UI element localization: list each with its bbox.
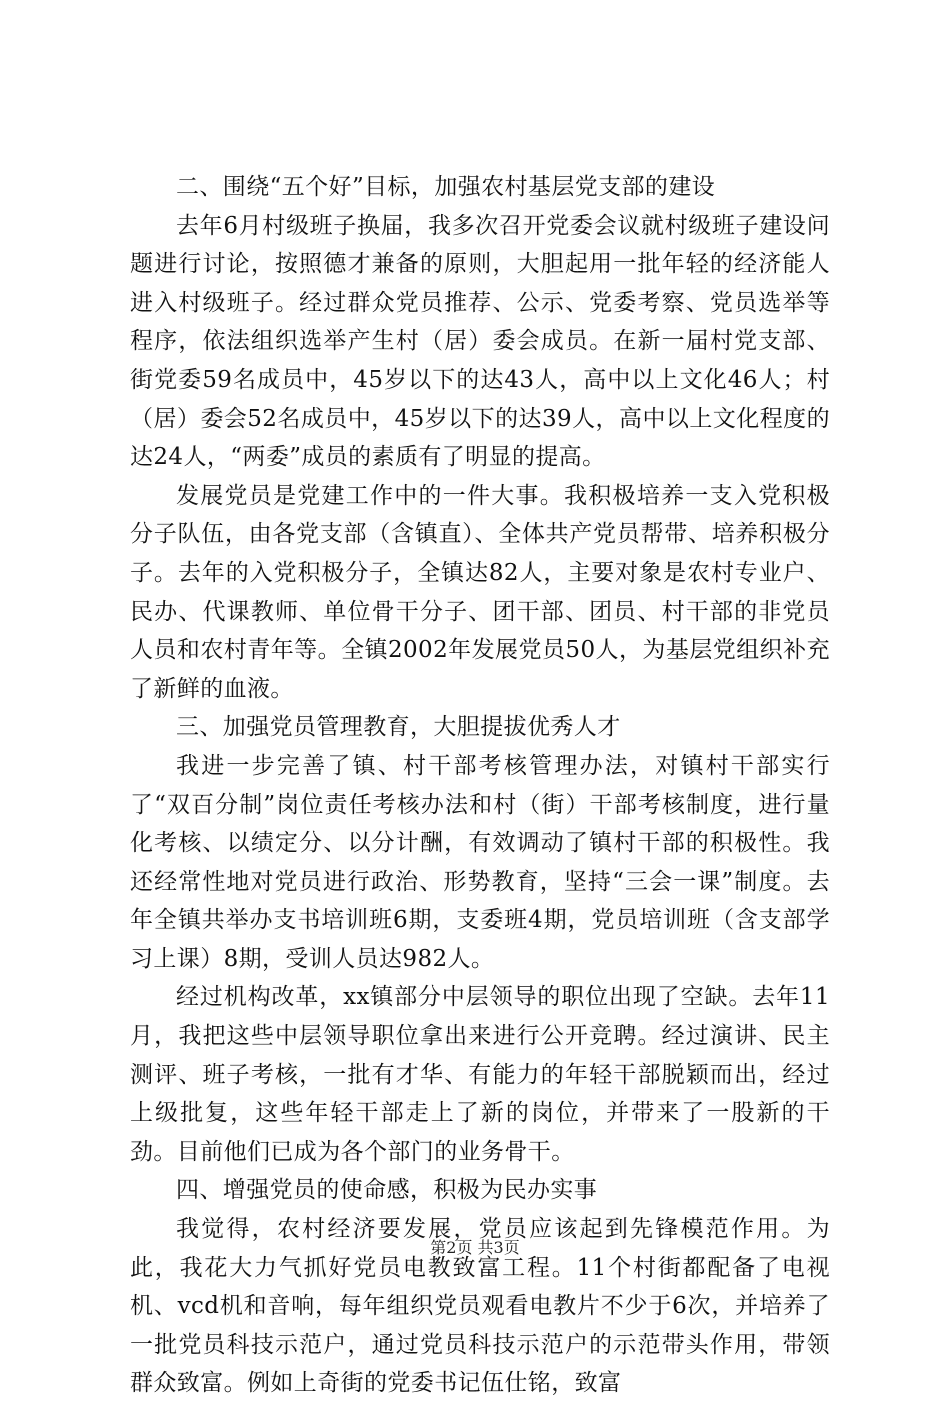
paragraph-party-member-development: 发展党员是党建工作中的一件大事。我积极培养一支入党积极分子队伍，由各党支部（含镇直）、全体共产党员帮带、培养积极分子。去年的入党积极分子，全镇达82人，主要对象是农村专业户、民办、代课教师、单位骨干分子、团干部、团员、村干部的非党员人员和农村青年等。全镇2002年发展党员50人，为基层党组织补充了新鲜的血液。 bbox=[130, 482, 830, 702]
section-heading-2: 二、围绕“五个好”目标，加强农村基层党支部的建设 bbox=[176, 174, 716, 200]
paragraph-open-recruitment: 经过机构改革，xx镇部分中层领导的职位出现了空缺。去年11月，我把这些中层领导职位拿出来进行公开竞聘。经过演讲、民主测评、班子考核，一批有才华、有能力的年轻干部脱颖而出，经过上级批复，这些年轻干部走上了新的岗位，并带来了一股新的干劲。目前他们已成为各个部门的业务骨干。 bbox=[130, 984, 830, 1165]
paragraph-vanguard-role: 我觉得，农村经济要发展，党员应该起到先锋模范作用。为此，我花大力气抓好党员电教致富工程。11个村街都配备了电视机、vcd机和音响，每年组织党员观看电教片不少于6次，并培养了一批党员科技示范户，通过党员科技示范户的示范带头作用，带领群众致富。例如上奇街的党委书记伍仕铭，致富 bbox=[130, 1216, 830, 1397]
paragraph-cadre-assessment: 我进一步完善了镇、村干部考核管理办法，对镇村干部实行了“双百分制”岗位责任考核办法和村（街）干部考核制度，进行量化考核、以绩定分、以分计酬，有效调动了镇村干部的积极性。我还经常性地对党员进行政治、形势教育，坚持“三会一课”制度。去年全镇共举办支书培训班6期，支委班4期，党员培训班（含支部学习上课）8期，受训人员达982人。 bbox=[130, 752, 830, 972]
paragraph-village-committee-election: 去年6月村级班子换届，我多次召开党委会议就村级班子建设问题进行讨论，按照德才兼备的原则，大胆起用一批年轻的经济能人进入村级班子。经过群众党员推荐、公示、党委考察、党员选举等程序，依法组织选举产生村（居）委会成员。在新一届村党支部、街党委59名成员中，45岁以下的达43人，高中以上文化46人；村（居）委会52名成员中，45岁以下的达39人，高中以上文化程度的达24人，“两委”成员的素质有了明显的提高。 bbox=[130, 212, 830, 471]
page-number-footer: 第2页 共3页 bbox=[430, 1238, 520, 1257]
section-heading-3: 三、加强党员管理教育，大胆提拔优秀人才 bbox=[176, 714, 621, 741]
section-heading-4: 四、增强党员的使命感，积极为民办实事 bbox=[176, 1177, 598, 1204]
document-body bbox=[130, 168, 830, 1403]
